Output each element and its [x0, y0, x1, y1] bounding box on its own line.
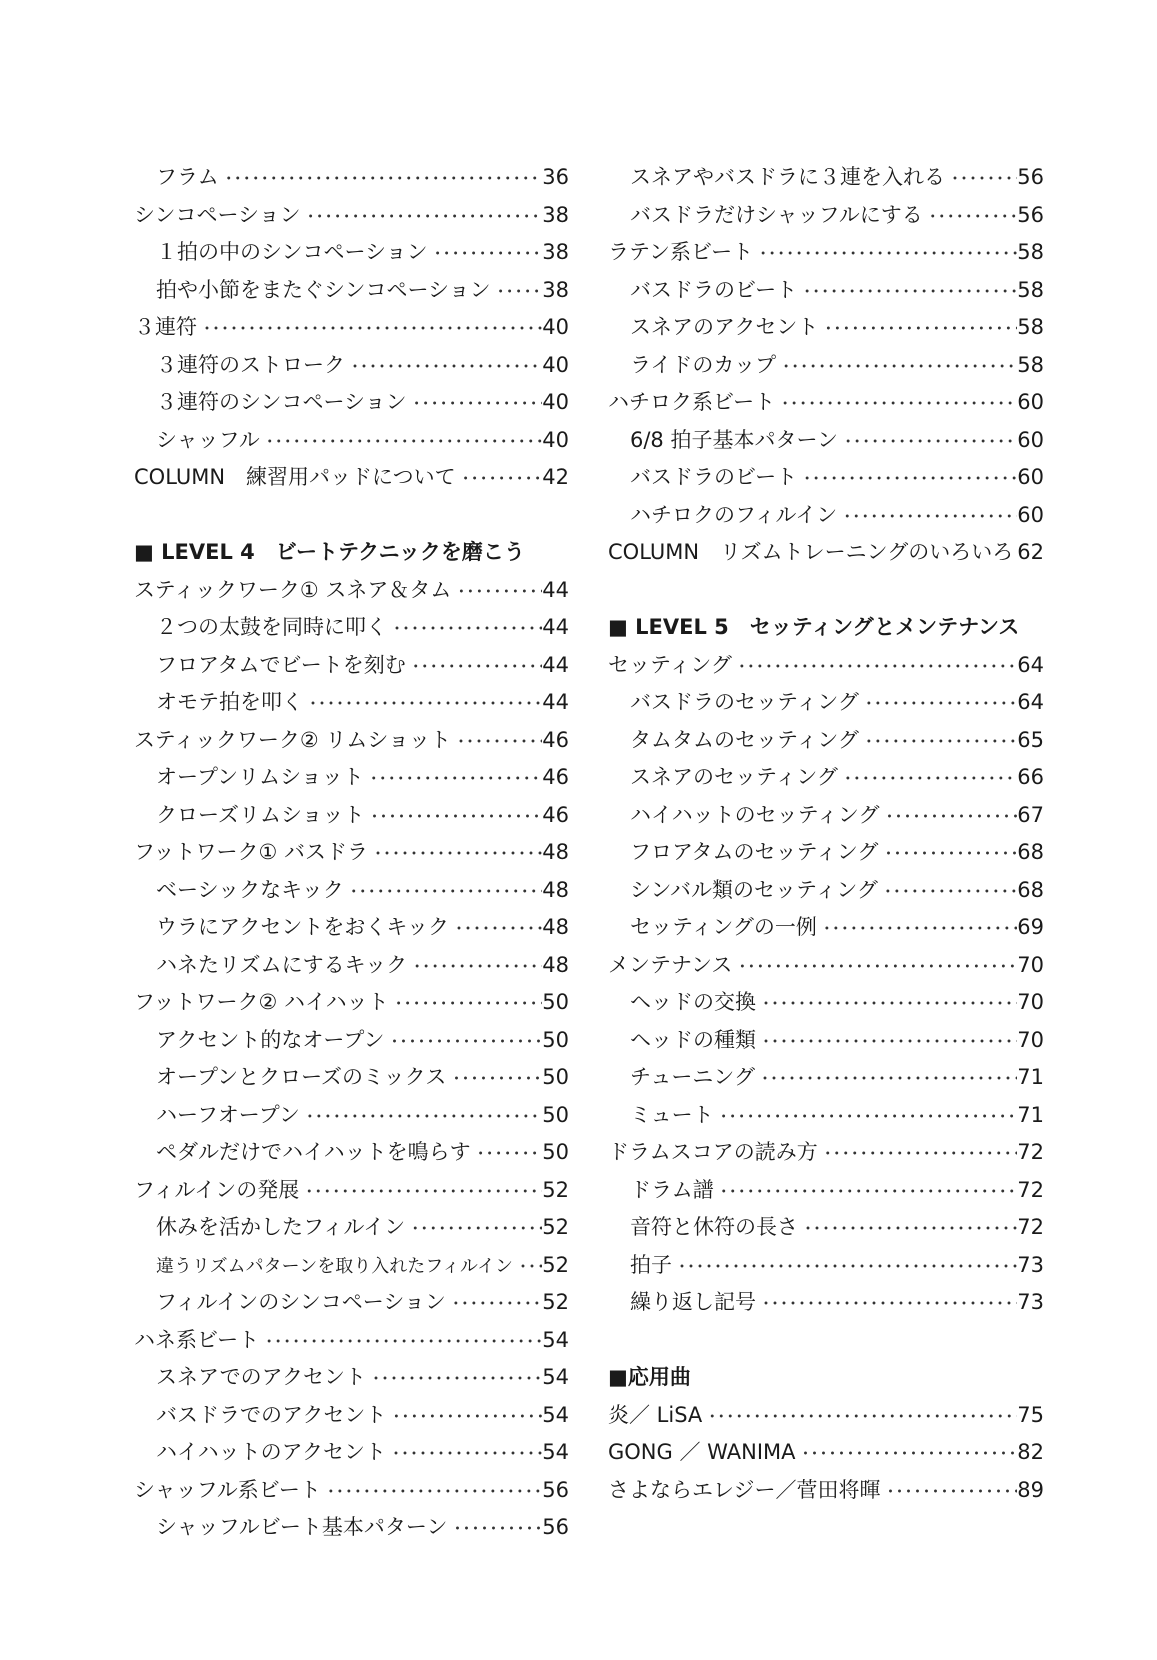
toc-entry-label: ハチロク系ビート — [608, 390, 776, 414]
dot-leader — [837, 498, 1017, 536]
toc-entry-page: 54 — [542, 1440, 569, 1464]
dot-leader — [301, 198, 543, 236]
toc-entry-page: 54 — [542, 1327, 569, 1352]
toc-entry-page: 72 — [1017, 1215, 1044, 1239]
toc-entry-page: 50 — [542, 990, 569, 1014]
dot-leader — [513, 1248, 542, 1286]
toc-list — [134, 572, 569, 1547]
toc-entry — [134, 234, 569, 272]
toc-entry — [608, 1434, 1044, 1472]
toc-entry — [134, 722, 569, 760]
toc-entry — [608, 1397, 1044, 1435]
toc-entry-label: ハネ系ビート — [134, 1327, 260, 1352]
toc-entry-label: フラム — [156, 165, 219, 189]
toc-entry-page: 52 — [542, 1290, 569, 1314]
dot-leader — [364, 760, 543, 798]
toc-entry-label: ラテン系ビート — [608, 240, 754, 264]
toc-entry — [608, 1097, 1044, 1135]
dot-leader — [303, 685, 542, 723]
toc-entry — [134, 309, 569, 347]
toc-entry-label: タムタムのセッティング — [630, 727, 859, 752]
dot-leader — [299, 1173, 542, 1211]
toc-entry-page: 50 — [542, 1027, 569, 1052]
toc-entry-label: フットワーク② ハイハット — [134, 990, 389, 1014]
dot-leader — [878, 835, 1017, 873]
toc-entry — [134, 1172, 569, 1210]
toc-entry — [134, 1209, 569, 1247]
toc-entry — [608, 497, 1044, 535]
toc-entry-page: 40 — [542, 352, 569, 377]
toc-entry-page: 71 — [1017, 1065, 1044, 1089]
toc-entry-label: ３連符のストローク — [156, 352, 345, 377]
toc-entry-page: 46 — [542, 727, 569, 752]
toc-entry-page: 56 — [542, 1477, 569, 1502]
toc-entry-label: フィルインのシンコペーション — [156, 1290, 446, 1314]
toc-entry-page: 72 — [1017, 1177, 1044, 1202]
toc-entry-page: 71 — [1017, 1102, 1044, 1127]
section-heading-songs: ■応用曲 — [608, 1365, 691, 1389]
toc-entry-label: オープンリムショット — [156, 765, 364, 789]
dot-leader — [878, 873, 1017, 911]
toc-entry — [608, 984, 1044, 1022]
dot-leader — [471, 1135, 543, 1173]
toc-entry-label: 違うリズムパターンを取り入れたフィルイン — [156, 1255, 513, 1277]
dot-leader — [389, 985, 543, 1023]
toc-entry-page: 56 — [542, 1515, 569, 1539]
toc-entry — [134, 647, 569, 685]
toc-entry — [608, 534, 1044, 572]
toc-entry-label: シャッフル — [156, 427, 260, 452]
dot-leader — [756, 1023, 1017, 1061]
dot-leader — [368, 835, 542, 873]
toc-entry-label: ハイハットのアクセント — [156, 1440, 386, 1464]
toc-entry-page: 82 — [1017, 1440, 1044, 1464]
toc-entry — [608, 909, 1044, 947]
dot-leader — [386, 1398, 542, 1436]
toc-entry-page: 46 — [542, 802, 569, 827]
toc-entry-label: チューニング — [630, 1065, 755, 1089]
dot-leader — [300, 1098, 542, 1136]
dot-leader — [755, 1060, 1017, 1098]
toc-entry-page: 65 — [1017, 727, 1044, 752]
toc-entry — [608, 309, 1044, 347]
toc-entry-label: クローズリムショット — [156, 802, 365, 827]
toc-entry-label: ハイハットのセッティング — [630, 802, 880, 827]
toc-entry — [608, 1172, 1044, 1210]
dot-leader — [446, 1285, 542, 1323]
toc-entry-page: 48 — [542, 915, 569, 939]
dot-leader — [449, 910, 542, 948]
toc-entry-label: 繰り返し記号 — [630, 1290, 756, 1314]
toc-entry-label: フットワーク① バスドラ — [134, 840, 369, 864]
toc-entry — [134, 1472, 569, 1510]
dot-leader — [859, 685, 1017, 723]
toc-entry-label: ミュート — [630, 1102, 714, 1127]
toc-entry-label: ペダルだけでハイハットを鳴らす — [156, 1140, 471, 1164]
toc-entry-label: バスドラだけシャッフルにする — [630, 202, 923, 227]
toc-entry — [608, 422, 1044, 460]
toc-entry — [608, 947, 1044, 985]
toc-entry — [608, 872, 1044, 910]
toc-entry-label: フィルインの発展 — [134, 1177, 300, 1202]
toc-entry-label: ヘッドの交換 — [630, 990, 756, 1014]
toc-entry-page: 46 — [542, 765, 569, 789]
dot-leader — [344, 873, 543, 911]
toc-entry-label: ３連符のシンコペーション — [156, 390, 407, 414]
toc-entry-label: 音符と休符の長さ — [630, 1215, 798, 1239]
toc-entry-page: 60 — [1017, 502, 1044, 527]
toc-entry-label: シンコペーション — [134, 202, 301, 227]
toc-entry-label: フロアタムのセッティング — [630, 840, 879, 864]
dot-leader — [260, 423, 543, 461]
dot-leader — [366, 1360, 542, 1398]
toc-entry-page: 56 — [1017, 202, 1044, 227]
dot-leader — [672, 1248, 1017, 1286]
toc-entry — [608, 1247, 1044, 1285]
toc-entry — [134, 197, 569, 235]
toc-entry — [134, 459, 569, 497]
toc-entry — [608, 1134, 1044, 1172]
toc-entry-label: ハチロクのフィルイン — [630, 502, 838, 527]
toc-entry-label: メンテナンス — [608, 952, 733, 977]
toc-list — [608, 647, 1044, 1322]
toc-entry-page: 72 — [1017, 1140, 1044, 1164]
toc-entry-label: バスドラのビート — [630, 465, 798, 489]
toc-list — [608, 1397, 1044, 1510]
toc-entry — [608, 1209, 1044, 1247]
dot-leader — [491, 273, 543, 311]
dot-leader — [405, 1210, 542, 1248]
toc-entry — [608, 1022, 1044, 1060]
toc-entry-label: １拍の中のシンコペーション — [156, 240, 428, 264]
dot-leader — [776, 348, 1017, 386]
toc-entry — [134, 422, 569, 460]
toc-entry-page: 60 — [1017, 427, 1044, 452]
toc-entry-label: オモテ拍を叩く — [156, 690, 303, 714]
toc-entry-label: 6/8 拍子基本パターン — [630, 427, 839, 452]
toc-entry — [134, 1247, 569, 1285]
toc-entry-label: ハーフオープン — [156, 1102, 300, 1127]
toc-entry-label: セッティング — [608, 652, 732, 677]
toc-entry — [608, 684, 1044, 722]
toc-entry-label: ３連符 — [134, 315, 197, 339]
toc-column-right — [608, 159, 1044, 1509]
toc-entry-label: 休みを活かしたフィルイン — [156, 1215, 406, 1239]
toc-entry-label: アクセント的なオープン — [156, 1027, 385, 1052]
toc-entry-page: 40 — [542, 427, 569, 452]
dot-leader — [798, 1210, 1017, 1248]
toc-entry-page: 73 — [1017, 1252, 1044, 1277]
toc-entry — [608, 834, 1044, 872]
toc-entry — [608, 384, 1044, 422]
toc-entry — [608, 197, 1044, 235]
dot-leader — [451, 573, 542, 611]
toc-entry-page: 54 — [542, 1365, 569, 1389]
toc-entry-page: 58 — [1017, 352, 1044, 377]
toc-entry — [134, 347, 569, 385]
dot-leader — [451, 723, 542, 761]
dot-leader — [818, 1135, 1017, 1173]
toc-entry-label: ベーシックなキック — [156, 877, 344, 902]
toc-entry-page: 40 — [542, 390, 569, 414]
dot-leader — [732, 648, 1017, 686]
toc-entry — [134, 759, 569, 797]
dot-leader — [714, 1098, 1018, 1136]
toc-entry-page: 44 — [542, 690, 569, 714]
toc-entry-label: バスドラでのアクセント — [156, 1402, 387, 1427]
toc-entry — [608, 347, 1044, 385]
toc-entry — [134, 1097, 569, 1135]
toc-entry — [608, 272, 1044, 310]
toc-entry-label: シャッフルビート基本パターン — [156, 1515, 448, 1539]
toc-entry-page: 69 — [1017, 915, 1044, 939]
dot-leader — [384, 1023, 542, 1061]
toc-entry — [134, 272, 569, 310]
toc-entry-label: スティックワーク② リムショット — [134, 727, 451, 752]
dot-leader — [345, 348, 542, 386]
toc-entry-page: 70 — [1017, 990, 1044, 1014]
dot-leader — [456, 460, 543, 498]
toc-entry — [608, 1284, 1044, 1322]
toc-entry — [134, 1022, 569, 1060]
toc-entry-label: バスドラのビート — [630, 277, 798, 302]
toc-entry-page: 64 — [1017, 652, 1044, 677]
section-heading-level5: ■ LEVEL 5 セッティングとメンテナンス — [608, 615, 1020, 639]
dot-leader — [406, 648, 543, 686]
dot-leader — [775, 385, 1017, 423]
dot-leader — [407, 385, 543, 423]
toc-entry — [134, 609, 569, 647]
toc-entry-label: ドラムスコアの読み方 — [608, 1140, 818, 1164]
toc-entry-page: 60 — [1017, 390, 1044, 414]
toc-column-left — [134, 159, 569, 1547]
dot-leader — [365, 798, 543, 836]
toc-entry-label: シンバル類のセッティング — [630, 877, 878, 902]
dot-leader — [817, 910, 1017, 948]
dot-leader — [259, 1323, 542, 1361]
dot-leader — [945, 160, 1017, 198]
dot-leader — [756, 985, 1017, 1023]
toc-entry-page: 50 — [542, 1102, 569, 1127]
dot-leader — [923, 198, 1018, 236]
toc-entry-label: ライドのカップ — [630, 352, 777, 377]
toc-entry — [608, 647, 1044, 685]
toc-entry-label: スティックワーク① スネア＆タム — [134, 577, 452, 602]
toc-entry-label: ドラム譜 — [630, 1177, 714, 1202]
dot-leader — [838, 760, 1017, 798]
section-spacer — [608, 572, 1044, 610]
toc-entry-label: さよならエレジー／菅田将暉 — [608, 1477, 881, 1502]
section-spacer — [608, 1322, 1044, 1360]
toc-entry — [134, 572, 569, 610]
toc-entry — [134, 1322, 569, 1360]
toc-entry-page: 48 — [542, 877, 569, 902]
toc-entry-label: GONG ／ WANIMA — [608, 1440, 796, 1464]
dot-leader — [219, 160, 542, 198]
toc-entry — [608, 759, 1044, 797]
toc-entry — [134, 1434, 569, 1472]
toc-entry-label: フロアタムでビートを刻む — [156, 652, 406, 677]
dot-leader — [386, 1435, 542, 1473]
dot-leader — [797, 460, 1017, 498]
toc-entry-page: 68 — [1017, 877, 1044, 902]
toc-entry-page: 40 — [542, 315, 569, 339]
toc-entry-page: 56 — [1017, 165, 1044, 189]
toc-entry-page: 50 — [542, 1140, 569, 1164]
toc-entry-page: 38 — [542, 240, 569, 264]
toc-entry-page: 64 — [1017, 690, 1044, 714]
toc-entry — [608, 797, 1044, 835]
dot-leader — [197, 310, 542, 348]
toc-entry-label: 拍や小節をまたぐシンコペーション — [156, 277, 491, 302]
dot-leader — [428, 235, 543, 273]
toc-entry — [134, 384, 569, 422]
toc-entry — [134, 984, 569, 1022]
toc-entry-page: 48 — [542, 840, 569, 864]
dot-leader — [732, 948, 1017, 986]
dot-leader — [756, 1285, 1017, 1323]
dot-leader — [859, 723, 1017, 761]
section-heading-level4: ■ LEVEL 4 ビートテクニックを磨こう — [134, 540, 525, 564]
toc-entry — [608, 1059, 1044, 1097]
dot-leader — [797, 273, 1017, 311]
toc-entry-page: 58 — [1017, 240, 1044, 264]
toc-entry-label: スネアのセッティング — [630, 765, 838, 789]
dot-leader — [714, 1173, 1017, 1211]
toc-entry — [134, 872, 569, 910]
toc-entry-page: 38 — [542, 277, 569, 302]
section-spacer — [134, 497, 569, 535]
toc-entry-label: スネアのアクセント — [630, 315, 819, 339]
toc-entry — [608, 159, 1044, 197]
toc-entry-page: 44 — [542, 652, 569, 677]
toc-entry — [134, 684, 569, 722]
toc-entry-page: 52 — [542, 1252, 569, 1277]
toc-entry-label: 拍子 — [630, 1252, 672, 1277]
toc-entry — [134, 1359, 569, 1397]
toc-entry-page: 67 — [1017, 802, 1044, 827]
toc-entry-label: オープンとクローズのミックス — [156, 1065, 447, 1089]
toc-entry-page: 52 — [542, 1177, 569, 1202]
dot-leader — [753, 235, 1017, 273]
toc-entry-page: 60 — [1017, 465, 1044, 489]
toc-entry-page: 70 — [1017, 952, 1044, 977]
toc-entry — [608, 234, 1044, 272]
toc-entry-page: 62 — [1017, 540, 1044, 564]
toc-entry-page: 75 — [1017, 1402, 1044, 1427]
dot-leader — [447, 1510, 542, 1548]
dot-leader — [818, 310, 1017, 348]
toc-entry-label: ウラにアクセントをおくキック — [156, 915, 449, 939]
dot-leader — [796, 1435, 1018, 1473]
toc-entry-page: 58 — [1017, 315, 1044, 339]
toc-list — [608, 159, 1044, 572]
toc-entry-label: シャッフル系ビート — [134, 1477, 321, 1502]
dot-leader — [407, 948, 542, 986]
toc-entry-label: スネアでのアクセント — [156, 1365, 366, 1389]
toc-list — [134, 159, 569, 497]
toc-entry-label: スネアやバスドラに３連を入れる — [630, 165, 945, 189]
toc-entry-label: ２つの太鼓を同時に叩く — [156, 615, 387, 639]
dot-leader — [702, 1398, 1017, 1436]
toc-entry-label: ハネたリズムにするキック — [156, 952, 408, 977]
toc-entry-page: 89 — [1017, 1477, 1044, 1502]
toc-entry-page: 50 — [542, 1065, 569, 1089]
toc-entry-page: 38 — [542, 202, 569, 227]
toc-entry-page: 52 — [542, 1215, 569, 1239]
toc-entry-page: 68 — [1017, 840, 1044, 864]
dot-leader — [387, 610, 542, 648]
dot-leader — [321, 1473, 542, 1511]
toc-entry — [134, 159, 569, 197]
dot-leader — [879, 798, 1017, 836]
toc-entry — [134, 1059, 569, 1097]
toc-entry-page: 70 — [1017, 1027, 1044, 1052]
toc-entry — [134, 1134, 569, 1172]
toc-entry — [608, 1472, 1044, 1510]
toc-entry-label: バスドラのセッティング — [630, 690, 859, 714]
toc-entry — [134, 834, 569, 872]
toc-entry — [134, 1284, 569, 1322]
toc-entry-page: 58 — [1017, 277, 1044, 302]
toc-entry — [134, 909, 569, 947]
toc-entry — [134, 1397, 569, 1435]
toc-entry — [608, 459, 1044, 497]
toc-entry-page: 42 — [542, 465, 569, 489]
toc-entry-page: 66 — [1017, 765, 1044, 789]
toc-entry-page: 44 — [542, 577, 569, 602]
toc-entry — [134, 947, 569, 985]
toc-entry — [134, 1509, 569, 1547]
toc-entry-label: COLUMN リズムトレーニングのいろいろ — [608, 540, 1014, 564]
toc-entry-page: 48 — [542, 952, 569, 977]
toc-entry — [608, 722, 1044, 760]
dot-leader — [880, 1473, 1017, 1511]
dot-leader — [446, 1060, 542, 1098]
toc-entry-page: 73 — [1017, 1290, 1044, 1314]
toc-entry-label: ヘッドの種類 — [630, 1027, 756, 1052]
toc-entry-page: 44 — [542, 615, 569, 639]
toc-entry-page: 54 — [542, 1402, 569, 1427]
toc-entry — [134, 797, 569, 835]
toc-entry-page: 36 — [542, 165, 569, 189]
toc-entry-label: セッティングの一例 — [630, 915, 817, 939]
toc-entry-label: COLUMN 練習用パッドについて — [134, 465, 456, 489]
dot-leader — [838, 423, 1017, 461]
toc-entry-label: 炎／ LiSA — [608, 1402, 703, 1427]
